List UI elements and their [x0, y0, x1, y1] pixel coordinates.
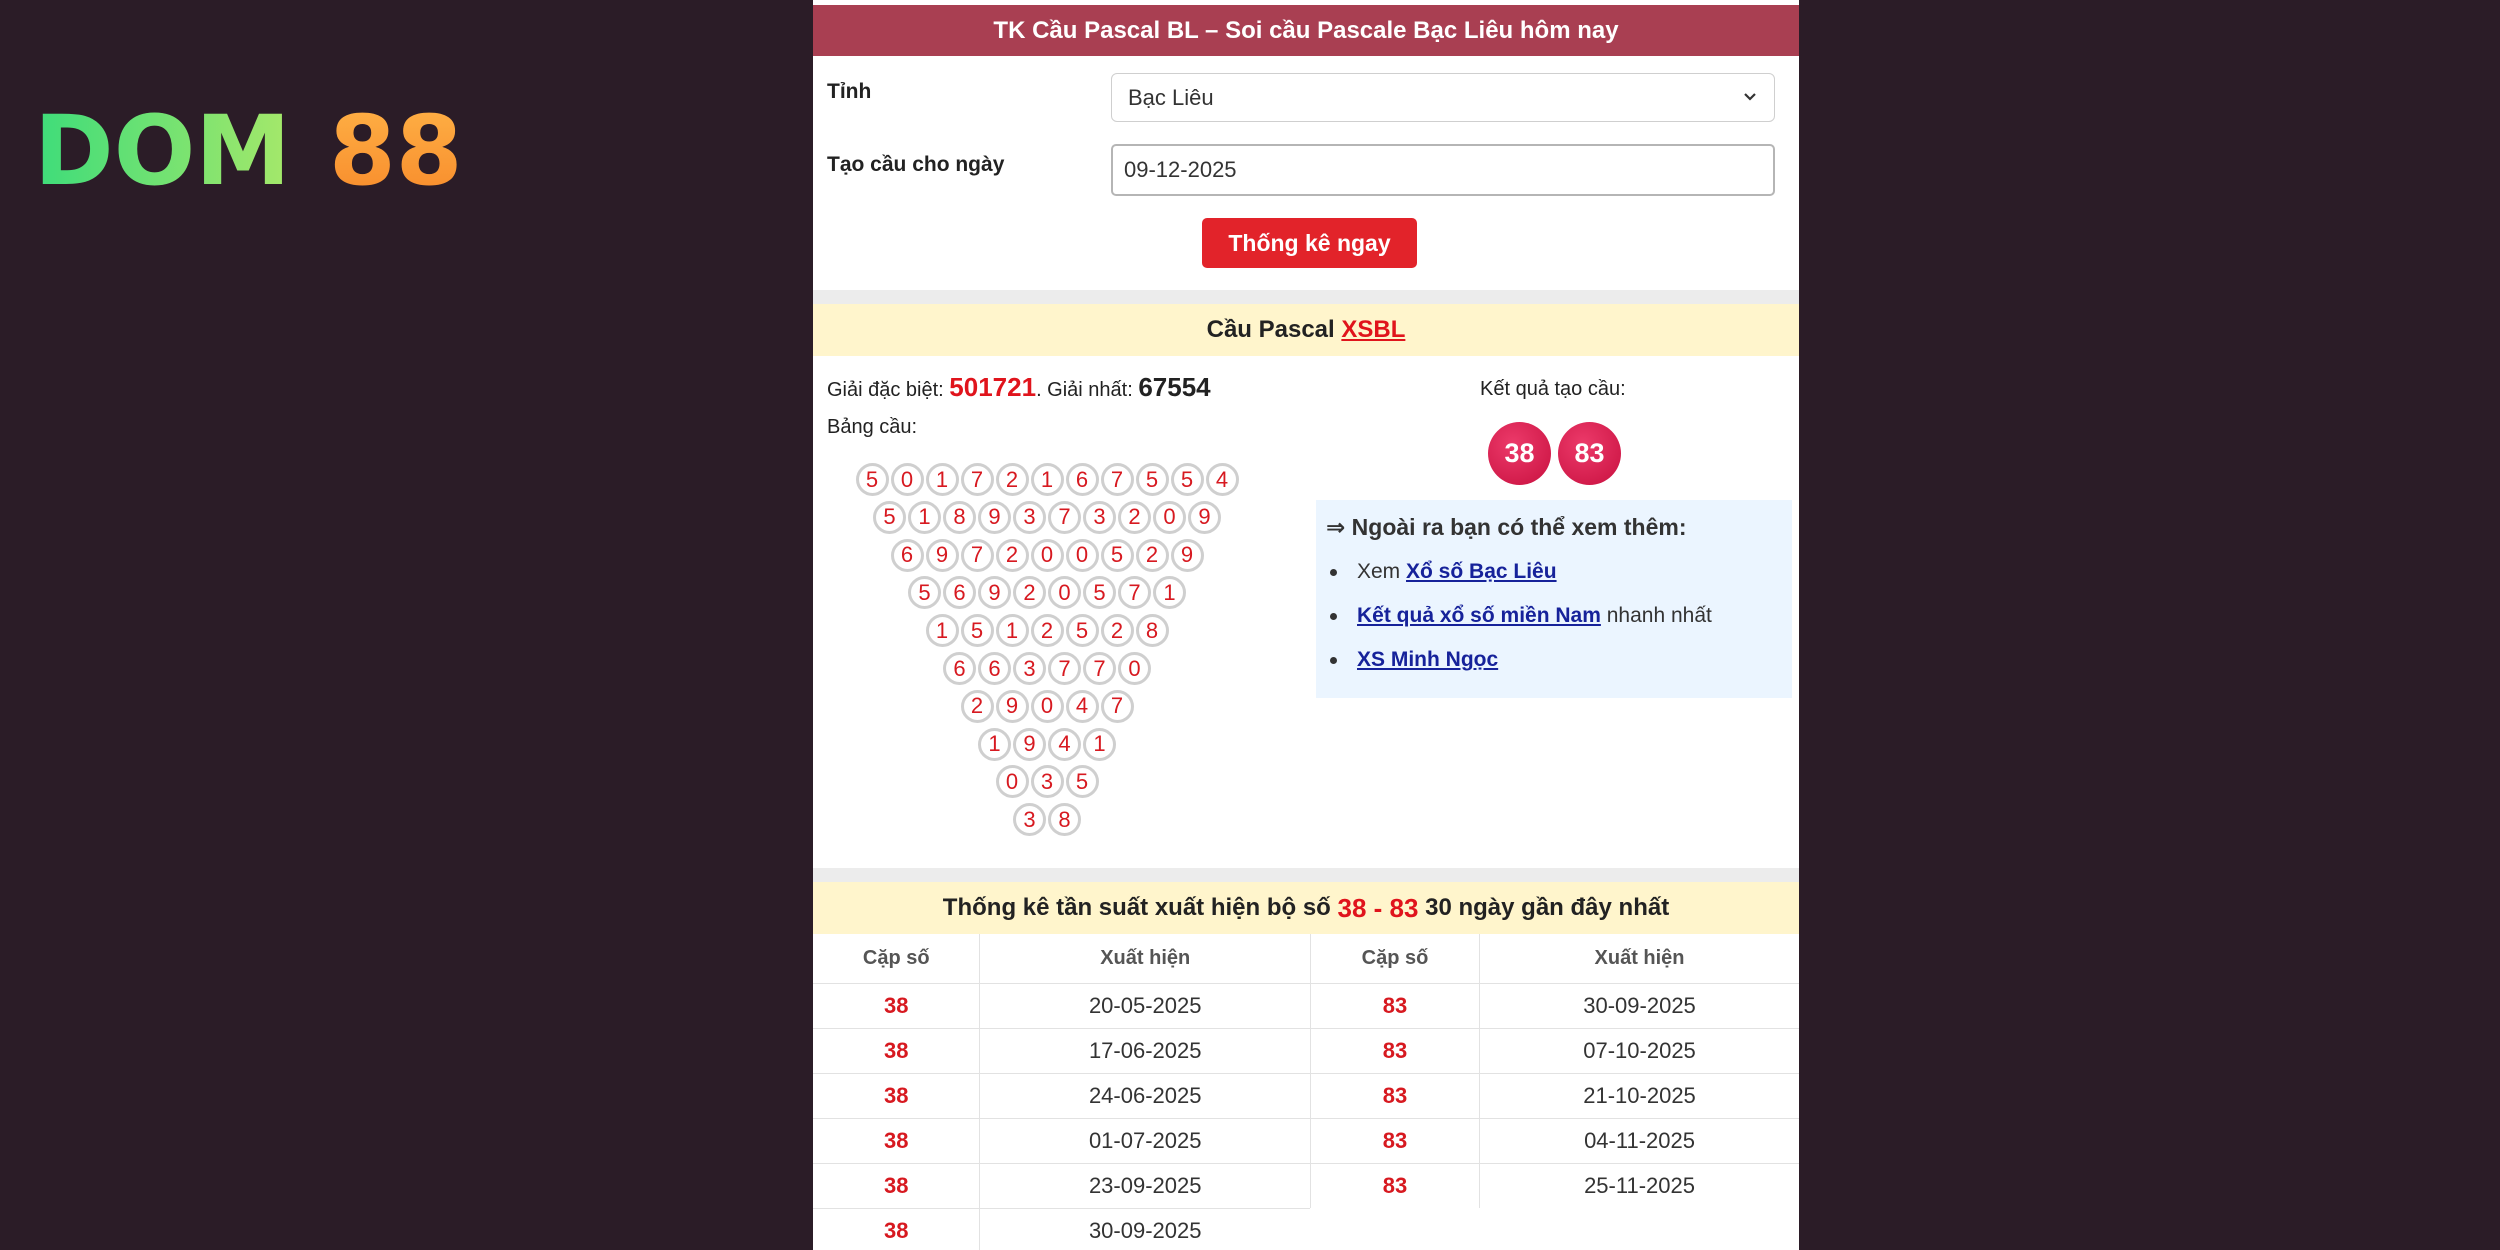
pascal-card	[813, 304, 1799, 868]
triangle-row	[827, 728, 1267, 761]
table-row	[813, 1209, 1310, 1250]
triangle-digit: 4	[1066, 690, 1099, 723]
triangle-digit: 1	[996, 614, 1029, 647]
triangle-digit: 1	[1153, 576, 1186, 609]
triangle-digit: 2	[961, 690, 994, 723]
stats-heading	[813, 882, 1799, 934]
triangle-digit: 9	[1013, 728, 1046, 761]
link-xo-so-bac-lieu[interactable]: Xổ số Bạc Liêu	[1406, 560, 1557, 583]
see-more-item-3	[1326, 648, 1498, 672]
triangle-digit: 0	[1031, 690, 1064, 723]
triangle-row	[827, 765, 1267, 798]
triangle-digit: 7	[1048, 501, 1081, 534]
triangle-digit: 5	[873, 501, 906, 534]
table-row	[813, 1074, 1310, 1119]
triangle-digit: 0	[1118, 652, 1151, 685]
col-pair-header: Cặp số	[1311, 934, 1480, 984]
triangle-digit: 3	[1013, 652, 1046, 685]
triangle-digit: 7	[961, 463, 994, 496]
province-select-value: Bạc Liêu	[1128, 84, 1214, 110]
chevron-down-icon	[1740, 87, 1760, 107]
special-prize-label: Giải đặc biệt:	[827, 379, 950, 401]
see-more-item-2-suffix: nhanh nhất	[1600, 604, 1712, 627]
triangle-digit: 3	[1083, 501, 1116, 534]
triangle-digit: 5	[1066, 614, 1099, 647]
table-row	[1311, 984, 1800, 1029]
logo-text-88: 88	[329, 98, 463, 198]
triangle-row	[827, 614, 1267, 647]
bullet-icon	[1330, 613, 1337, 620]
pair-cell: 83	[1311, 984, 1480, 1029]
page-title: TK Cầu Pascal BL – Soi cầu Pascale Bạc Liêu hôm nay	[813, 5, 1799, 56]
pair-cell: 83	[1311, 1119, 1480, 1164]
triangle-digit: 7	[1048, 652, 1081, 685]
triangle-digit: 2	[1031, 614, 1064, 647]
dom88-logo	[34, 98, 464, 198]
triangle-digit: 2	[996, 539, 1029, 572]
triangle-digit: 5	[1101, 539, 1134, 572]
table-row	[813, 1164, 1310, 1209]
triangle-digit: 2	[1101, 614, 1134, 647]
date-cell: 20-05-2025	[980, 984, 1310, 1029]
stats-heading-pair: 38 - 83	[1337, 892, 1419, 923]
triangle-digit: 6	[891, 539, 924, 572]
triangle-digit: 5	[1066, 765, 1099, 798]
triangle-digit: 9	[1171, 539, 1204, 572]
pascal-heading-text: Cầu Pascal	[1206, 316, 1342, 343]
table-row	[813, 984, 1310, 1029]
date-cell: 01-07-2025	[980, 1119, 1310, 1164]
triangle-digit: 7	[1118, 576, 1151, 609]
date-cell: 04-11-2025	[1480, 1119, 1799, 1164]
stats-table-right	[1310, 934, 1799, 1208]
form-card	[813, 0, 1799, 290]
date-cell: 07-10-2025	[1480, 1029, 1799, 1074]
triangle-digit: 0	[1153, 501, 1186, 534]
pair-cell: 38	[813, 1209, 980, 1250]
pascal-heading	[813, 304, 1799, 356]
date-cell: 23-09-2025	[980, 1164, 1310, 1209]
triangle-digit: 0	[996, 765, 1029, 798]
date-input[interactable]	[1111, 144, 1775, 196]
special-prize-value: 501721	[949, 372, 1037, 402]
triangle-digit: 1	[978, 728, 1011, 761]
result-ball-1: 38	[1488, 422, 1551, 485]
table-label: Bảng cầu:	[827, 416, 918, 438]
triangle-digit: 1	[926, 463, 959, 496]
province-select[interactable]	[1111, 73, 1775, 122]
triangle-digit: 4	[1206, 463, 1239, 496]
triangle-digit: 0	[1048, 576, 1081, 609]
triangle-digit: 5	[1083, 576, 1116, 609]
triangle-digit: 9	[996, 690, 1029, 723]
date-cell: 21-10-2025	[1480, 1074, 1799, 1119]
link-xs-minh-ngoc[interactable]: XS Minh Ngọc	[1357, 648, 1499, 671]
pair-cell: 83	[1311, 1029, 1480, 1074]
triangle-row	[827, 803, 1267, 836]
triangle-digit: 5	[1136, 463, 1169, 496]
prize-line	[827, 372, 1211, 403]
triangle-digit: 0	[891, 463, 924, 496]
pair-cell: 38	[813, 1074, 980, 1119]
pair-cell: 83	[1311, 1074, 1480, 1119]
date-label: Tạo cầu cho ngày	[827, 153, 1005, 176]
table-row	[813, 1029, 1310, 1074]
triangle-digit: 0	[1031, 539, 1064, 572]
triangle-digit: 4	[1048, 728, 1081, 761]
triangle-digit: 2	[1118, 501, 1151, 534]
table-row	[1311, 1119, 1800, 1164]
submit-button[interactable]: Thống kê ngay	[1202, 218, 1417, 268]
triangle-digit: 8	[1048, 803, 1081, 836]
date-cell: 17-06-2025	[980, 1029, 1310, 1074]
result-label: Kết quả tạo cầu:	[1480, 378, 1626, 400]
triangle-digit: 7	[1083, 652, 1116, 685]
pair-cell: 38	[813, 1029, 980, 1074]
col-pair-header: Cặp số	[813, 934, 980, 984]
triangle-digit: 6	[943, 652, 976, 685]
triangle-digit: 6	[978, 652, 1011, 685]
first-prize-label: . Giải nhất:	[1036, 379, 1139, 401]
triangle-digit: 1	[1083, 728, 1116, 761]
triangle-digit: 6	[943, 576, 976, 609]
bullet-icon	[1330, 569, 1337, 576]
stats-card	[813, 882, 1799, 1250]
table-row	[1311, 1074, 1800, 1119]
table-row	[1311, 1164, 1800, 1209]
date-cell: 24-06-2025	[980, 1074, 1310, 1119]
date-cell: 30-09-2025	[980, 1209, 1310, 1250]
xsbl-link[interactable]: XSBL	[1341, 316, 1406, 343]
bullet-icon	[1330, 657, 1337, 664]
triangle-digit: 7	[961, 539, 994, 572]
triangle-digit: 0	[1066, 539, 1099, 572]
triangle-digit: 1	[908, 501, 941, 534]
triangle-digit: 1	[1031, 463, 1064, 496]
triangle-digit: 5	[856, 463, 889, 496]
triangle-digit: 1	[926, 614, 959, 647]
triangle-digit: 2	[1013, 576, 1046, 609]
triangle-row	[827, 690, 1267, 723]
triangle-digit: 9	[978, 501, 1011, 534]
table-row	[813, 1119, 1310, 1164]
col-appear-header: Xuất hiện	[1480, 934, 1799, 984]
triangle-digit: 2	[996, 463, 1029, 496]
triangle-digit: 2	[1136, 539, 1169, 572]
col-appear-header: Xuất hiện	[980, 934, 1310, 984]
see-more-box	[1316, 500, 1792, 698]
see-more-item-2	[1326, 604, 1712, 628]
pair-cell: 38	[813, 984, 980, 1029]
triangle-digit: 3	[1031, 765, 1064, 798]
triangle-row	[827, 539, 1267, 572]
stats-table-left	[813, 934, 1310, 1250]
table-row	[1311, 1029, 1800, 1074]
logo-text-dom: DOM	[34, 98, 291, 198]
pair-cell: 38	[813, 1164, 980, 1209]
see-more-title: ⇒ Ngoài ra bạn có thể xem thêm:	[1326, 514, 1687, 540]
see-more-item-1-prefix: Xem	[1357, 560, 1407, 583]
result-ball-2: 83	[1558, 422, 1621, 485]
main-panel	[813, 0, 1799, 1250]
link-ket-qua-mien-nam[interactable]: Kết quả xổ số miền Nam	[1357, 604, 1601, 627]
province-label: Tỉnh	[827, 80, 872, 103]
date-cell: 25-11-2025	[1480, 1164, 1799, 1209]
triangle-digit: 9	[978, 576, 1011, 609]
triangle-digit: 3	[1013, 803, 1046, 836]
triangle-digit: 5	[908, 576, 941, 609]
triangle-digit: 7	[1101, 690, 1134, 723]
triangle-row	[827, 463, 1267, 496]
triangle-digit: 8	[943, 501, 976, 534]
first-prize-value: 67554	[1138, 372, 1211, 402]
triangle-digit: 7	[1101, 463, 1134, 496]
triangle-digit: 6	[1066, 463, 1099, 496]
triangle-row	[827, 576, 1267, 609]
pair-cell: 38	[813, 1119, 980, 1164]
date-cell: 30-09-2025	[1480, 984, 1799, 1029]
triangle-digit: 9	[926, 539, 959, 572]
stats-heading-suffix: 30 ngày gần đây nhất	[1418, 894, 1670, 921]
triangle-row	[827, 501, 1267, 534]
triangle-digit: 9	[1188, 501, 1221, 534]
stats-heading-prefix: Thống kê tần suất xuất hiện bộ số	[942, 894, 1338, 921]
see-more-item-1	[1326, 560, 1557, 584]
triangle-row	[827, 652, 1267, 685]
triangle-digit: 3	[1013, 501, 1046, 534]
triangle-digit: 5	[1171, 463, 1204, 496]
triangle-digit: 5	[961, 614, 994, 647]
triangle-digit: 8	[1136, 614, 1169, 647]
pair-cell: 83	[1311, 1164, 1480, 1209]
